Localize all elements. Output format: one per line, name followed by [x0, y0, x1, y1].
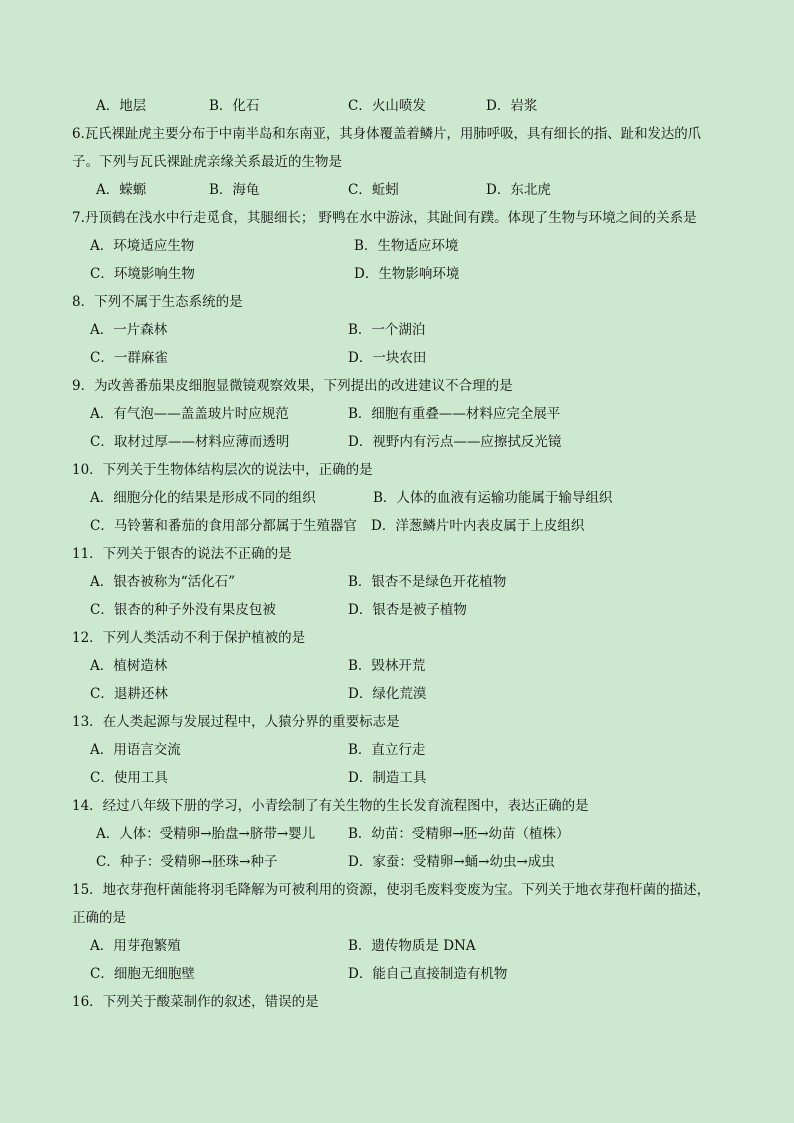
q8-option-c: C．一群麻雀: [90, 350, 168, 366]
q5-option-b: B．化石: [209, 98, 260, 114]
q14-options-row1: [0, 820, 794, 848]
q11-options-row1: [0, 568, 794, 596]
q6-stem-line1: 6.瓦氏裸趾虎主要分布于中南半岛和东南亚，其身体覆盖着鳞片，用肺呼吸，具有细长的指、趾和发达的爪: [72, 126, 702, 142]
q9-option-b: B．细胞有重叠——材料应完全展平: [348, 406, 561, 422]
q6-option-a: A．蝾螈: [96, 182, 147, 198]
q6-option-d: D．东北虎: [486, 182, 551, 198]
q8-option-d: D．一块农田: [348, 350, 427, 366]
q9-options-row1: [0, 400, 794, 428]
q15-option-d: D．能自己直接制造有机物: [348, 966, 508, 982]
q12-option-b: B．毁林开荒: [348, 658, 426, 674]
q14-option-c: C．种子：受精卵→胚珠→种子: [96, 854, 278, 870]
q7-option-a: A．环境适应生物: [90, 238, 195, 254]
q15-stem-line2: 正确的是: [72, 910, 126, 926]
q9-option-a: A．有气泡——盖盖玻片时应规范: [90, 406, 289, 422]
exam-page: [0, 92, 794, 1016]
q7-stem: 7.丹顶鹤在浅水中行走觅食，其腿细长； 野鸭在水中游泳，其趾间有蹼。体现了生物与环境之间的关系是: [72, 210, 697, 226]
q8-stem: 8．下列不属于生态系统的是: [72, 294, 243, 310]
q15-option-a: A．用芽孢繁殖: [90, 938, 181, 954]
q15-option-b: B．遗传物质是 DNA: [348, 938, 476, 954]
q7-option-d: D．生物影响环境: [354, 266, 460, 282]
q10-options-row2: [0, 512, 794, 540]
q10-options-row1: [0, 484, 794, 512]
q6-stem-line2: 子。下列与瓦氏裸趾虎亲缘关系最近的生物是: [72, 154, 342, 170]
q12-stem: 12．下列人类活动不利于保护植被的是: [72, 630, 306, 646]
q14-option-d: D．家蚕：受精卵→蛹→幼虫→成虫: [348, 854, 555, 870]
q15-options-row1: [0, 932, 794, 960]
q6-option-c: C．蚯蚓: [348, 182, 399, 198]
q7-option-c: C．环境影响生物: [90, 266, 195, 282]
q6-option-b: B．海龟: [209, 182, 260, 198]
q14-option-b: B．幼苗：受精卵→胚→幼苗（植株）: [348, 826, 570, 842]
q5-options: [0, 92, 794, 120]
q9-stem: 9．为改善番茄果皮细胞显微镜观察效果，下列提出的改进建议不合理的是: [72, 378, 513, 394]
q7-options-row1: [0, 232, 794, 260]
q11-stem: 11．下列关于银杏的说法不正确的是: [72, 546, 292, 562]
q11-option-a: A．银杏被称为“活化石”: [90, 574, 236, 590]
q9-option-c: C．取材过厚——材料应薄而透明: [90, 434, 290, 450]
q13-option-a: A．用语言交流: [90, 742, 181, 758]
q14-option-a: A．人体：受精卵→胎盘→脐带→婴儿: [96, 826, 316, 842]
q14-options-row2: [0, 848, 794, 876]
q5-option-a: A．地层: [96, 98, 147, 114]
q5-option-d: D．岩浆: [486, 98, 538, 114]
q13-option-b: B．直立行走: [348, 742, 426, 758]
q13-options-row2: [0, 764, 794, 792]
q12-option-a: A．植树造林: [90, 658, 168, 674]
q8-option-a: A．一片森林: [90, 322, 168, 338]
q8-options-row1: [0, 316, 794, 344]
q13-stem: 13．在人类起源与发展过程中，人猿分界的重要标志是: [72, 714, 400, 730]
q15-options-row2: [0, 960, 794, 988]
q5-option-c: C．火山喷发: [348, 98, 426, 114]
q13-option-d: D．制造工具: [348, 770, 427, 786]
q7-option-b: B．生物适应环境: [354, 238, 459, 254]
q8-option-b: B．一个湖泊: [348, 322, 426, 338]
q10-option-d: D．洋葱鳞片叶内表皮属于上皮组织: [371, 518, 585, 534]
q16-stem: 16．下列关于酸菜制作的叙述，错误的是: [72, 994, 319, 1010]
q6-options: [0, 176, 794, 204]
q12-options-row2: [0, 680, 794, 708]
q11-option-b: B．银杏不是绿色开花植物: [348, 574, 507, 590]
q12-option-c: C．退耕还林: [90, 686, 168, 702]
q8-options-row2: [0, 344, 794, 372]
q14-stem: 14．经过八年级下册的学习，小青绘制了有关生物的生长发育流程图中，表达正确的是: [72, 798, 589, 814]
q10-stem: 10．下列关于生物体结构层次的说法中，正确的是: [72, 462, 373, 478]
q15-stem-line1: 15．地衣芽孢杆菌能将羽毛降解为可被利用的资源，使羽毛废料变废为宝。下列关于地衣芽孢杆菌的描述，: [72, 882, 711, 898]
q11-options-row2: [0, 596, 794, 624]
q7-options-row2: [0, 260, 794, 288]
q9-options-row2: [0, 428, 794, 456]
q10-option-b: B．人体的血液有运输功能属于输导组织: [373, 490, 613, 506]
q13-options-row1: [0, 736, 794, 764]
q12-options-row1: [0, 652, 794, 680]
q13-option-c: C．使用工具: [90, 770, 168, 786]
q15-option-c: C．细胞无细胞壁: [90, 966, 195, 982]
q11-option-c: C．银杏的种子外没有果皮包被: [90, 602, 276, 618]
q10-option-c: C．马铃薯和番茄的食用部分都属于生殖器官: [90, 518, 357, 534]
q11-option-d: D．银杏是被子植物: [348, 602, 467, 618]
q10-option-a: A．细胞分化的结果是形成不同的组织: [90, 490, 316, 506]
q12-option-d: D．绿化荒漠: [348, 686, 427, 702]
q9-option-d: D．视野内有污点——应擦拭反光镜: [348, 434, 562, 450]
